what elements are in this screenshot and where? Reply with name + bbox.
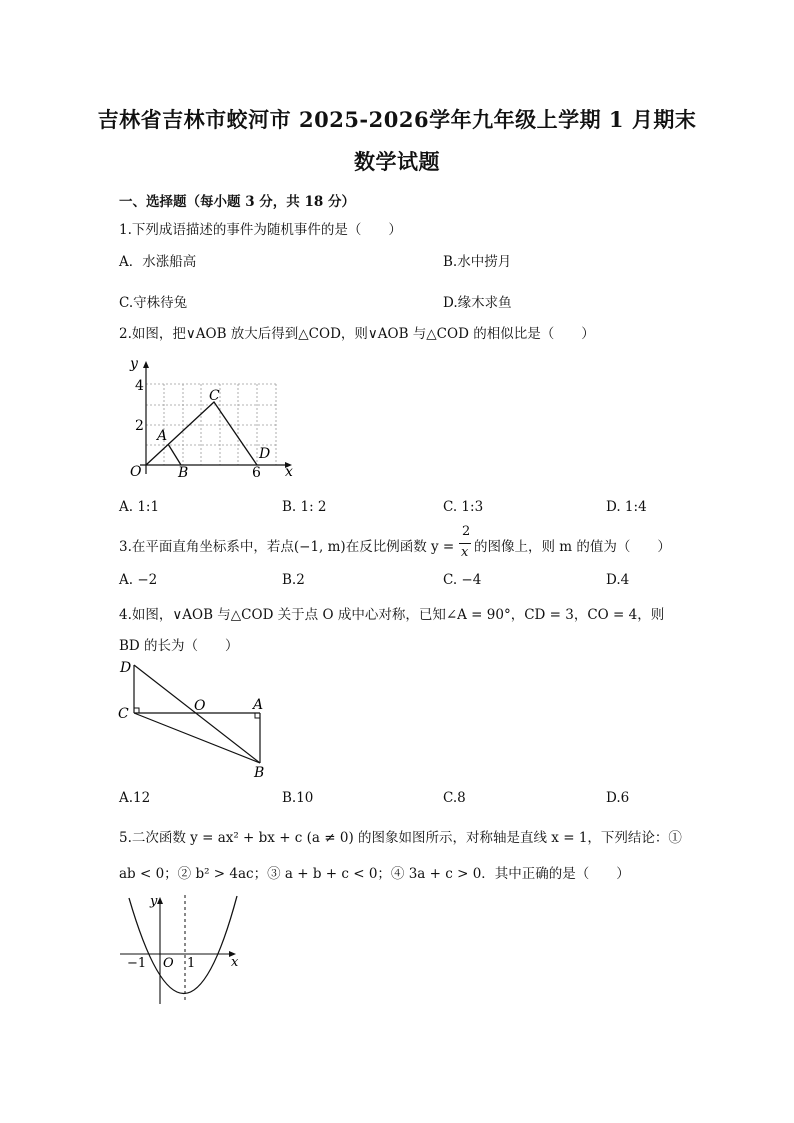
q1-option-c: C.守株待兔: [119, 295, 188, 311]
q2-coordinate-figure: [115, 352, 305, 482]
question-4-stem-line1: 4.如图，∨AOB 与△COD 关于点 O 成中心对称，已知∠A = 90°，CD = 3，CO = 4，则: [119, 607, 665, 623]
q2-tick-2: 2: [135, 418, 144, 434]
question-5-stem-line1: 5.二次函数 y = ax² + bx + c (a ≠ 0) 的图象如图所示，对称轴是直线 x = 1，下列结论：①: [119, 830, 682, 846]
q3-option-c: C. −4: [443, 572, 482, 588]
q1-option-b: B.水中捞月: [443, 254, 512, 270]
q4-point-o: O: [194, 698, 206, 714]
q4-point-b: B: [254, 765, 265, 780]
q2-label-y: y: [130, 356, 138, 372]
q5-tick-1: 1: [187, 956, 196, 971]
q3-option-a: A. −2: [119, 572, 158, 588]
q5-label-y: y: [150, 894, 158, 909]
q2-option-b: B. 1: 2: [282, 499, 327, 515]
q2-tick-4: 4: [135, 378, 144, 394]
q4-option-a: A.12: [119, 790, 151, 806]
page-title: 吉林省吉林市蛟河市 2025-2026学年九年级上学期 1 月期末: [97, 107, 697, 132]
q4-point-a: A: [253, 697, 264, 713]
page-subtitle: 数学试题: [354, 149, 440, 174]
q2-tick-6: 6: [252, 465, 261, 481]
q2-point-a: A: [157, 428, 168, 444]
q2-option-d: D. 1:4: [606, 499, 647, 515]
q2-point-c: C: [209, 388, 220, 404]
q5-parabola-figure: [115, 890, 250, 1010]
q3-fraction-numerator: 2: [462, 524, 471, 539]
q4-option-b: B.10: [282, 790, 314, 806]
q2-label-x: x: [285, 464, 293, 480]
question-1-stem: 1.下列成语描述的事件为随机事件的是（ ）: [119, 222, 402, 238]
q3-fraction-denominator: x: [461, 545, 469, 560]
q3-fraction-bar: [459, 543, 471, 544]
q5-tick-neg1: −1: [127, 956, 147, 971]
q1-option-a: A．水涨船高: [119, 254, 197, 270]
q5-label-x: x: [231, 955, 239, 970]
question-2-stem: 2.如图，把∨AOB 放大后得到△COD，则∨AOB 与△COD 的相似比是（ ）: [119, 326, 595, 342]
question-4-stem-line2: BD 的长为（ ）: [119, 638, 239, 654]
q4-option-d: D.6: [606, 790, 630, 806]
q4-point-d: D: [120, 660, 132, 676]
q5-origin: O: [163, 956, 174, 971]
q2-point-d: D: [259, 446, 271, 462]
q2-point-b: B: [178, 465, 189, 481]
question-5-stem-line2: ab < 0；② b² > 4ac；③ a + b + c < 0；④ 3a + c > 0．其中正确的是（ ）: [119, 866, 630, 882]
q2-segment-ab: [168, 444, 181, 465]
q2-origin: O: [130, 464, 142, 480]
q2-option-a: A. 1:1: [119, 499, 160, 515]
question-3-stem-part2: 的图像上，则 m 的值为（ ）: [474, 539, 671, 555]
q4-geometry-figure: [112, 655, 272, 780]
question-3-stem-part1: 3.在平面直角坐标系中，若点(−1, m)在反比例函数 y =: [119, 539, 455, 555]
q4-point-c: C: [118, 706, 129, 722]
q3-option-b: B.2: [282, 572, 305, 588]
q4-option-c: C.8: [443, 790, 466, 806]
q3-option-d: D.4: [606, 572, 630, 588]
q2-option-c: C. 1:3: [443, 499, 484, 515]
q5-parabola-curve: [129, 896, 237, 994]
section-heading: 一、选择题（每小题 3 分，共 18 分）: [119, 194, 355, 210]
q1-option-d: D.缘木求鱼: [443, 295, 512, 311]
